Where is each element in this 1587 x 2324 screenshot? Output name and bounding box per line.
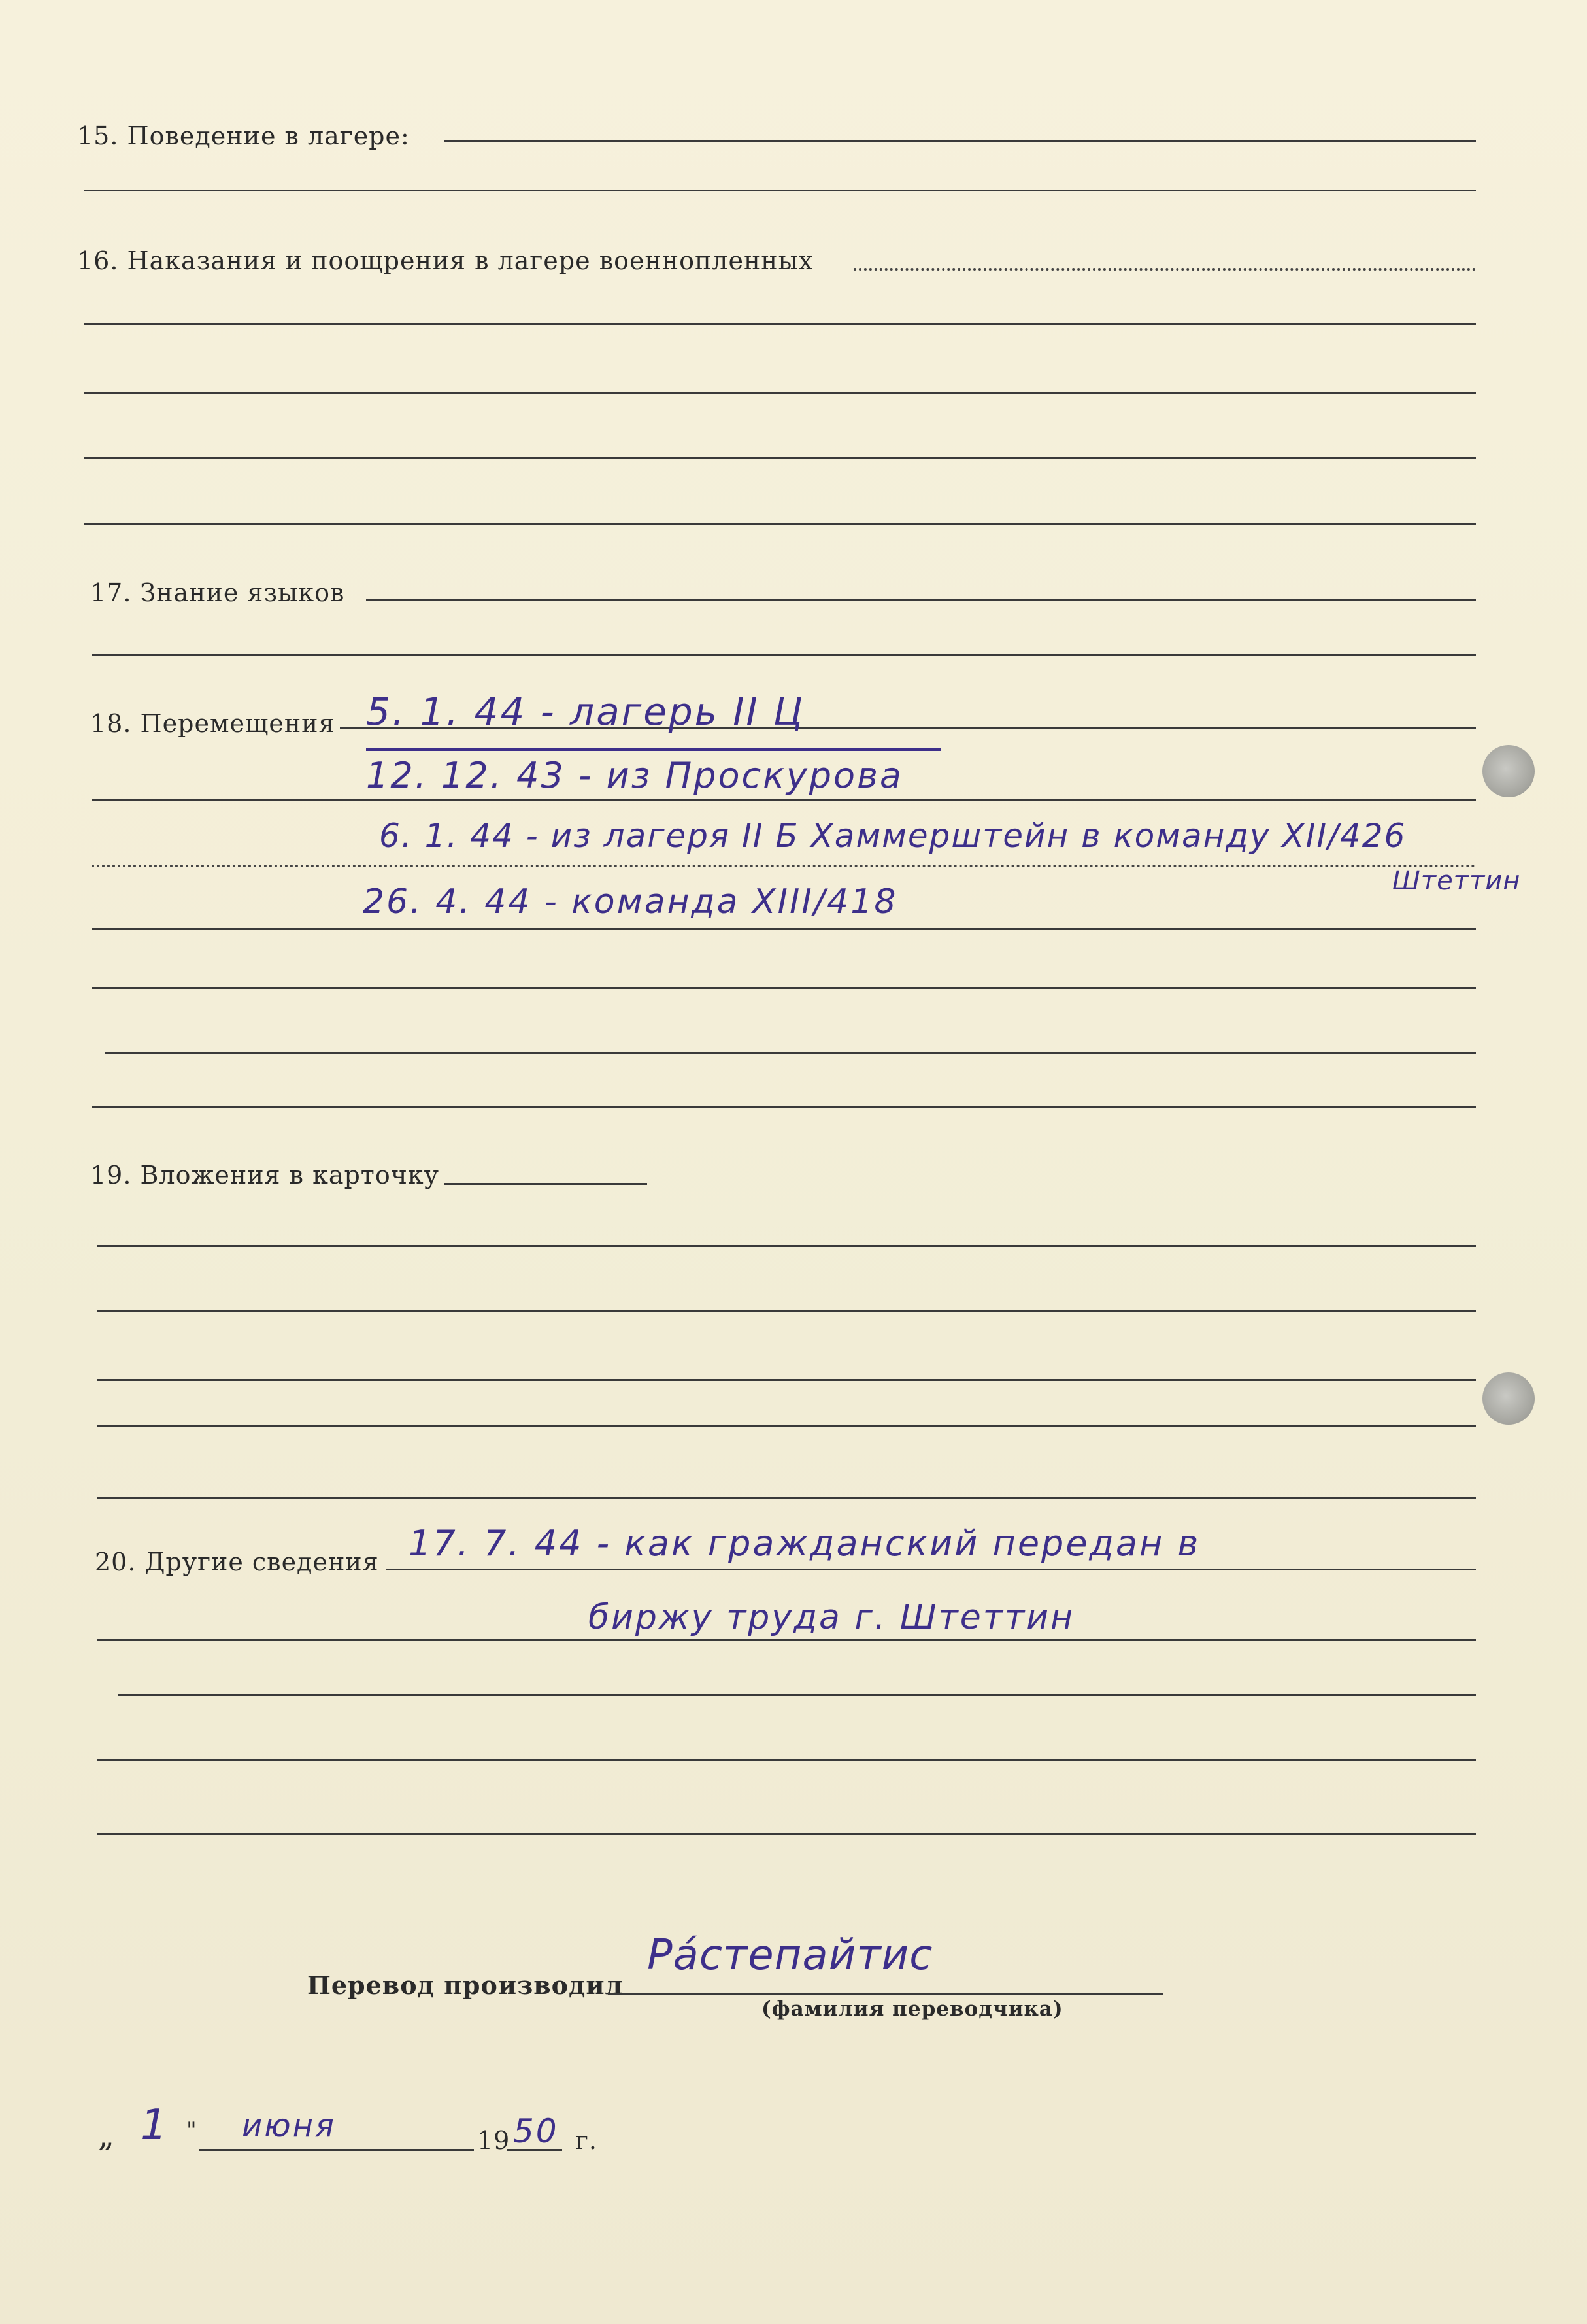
date-month: июня [242,2108,336,2144]
field-19-line-4 [97,1379,1476,1381]
field-18-line-4 [92,928,1476,930]
field-18-line-6 [105,1052,1476,1054]
field-16-line-4 [84,457,1476,459]
field-19-line-3 [97,1310,1476,1312]
punch-hole-bottom [1482,1372,1535,1425]
translator-line [608,1993,1163,1995]
movement-entry-4: 26. 4. 44 - команда XIII/418 [363,882,898,921]
date-month-line [199,2149,474,2151]
translator-label: Перевод производил [307,1970,624,2000]
date-year-suffix: 50 [513,2112,559,2150]
movement-entry-3b: Штеттин [1392,866,1521,896]
field-16-line-2 [84,323,1476,325]
translator-signature: Рáстепайтис [647,1931,933,1980]
field-20-line [386,1569,1476,1570]
field-20-line-3 [118,1694,1476,1696]
field-20-line-5 [97,1833,1476,1835]
other-info-line-1: 17. 7. 44 - как гражданский передан в [409,1523,1201,1564]
date-close-quote: " [186,2117,197,2144]
field-19-line-6 [97,1497,1476,1499]
field-19-line [444,1183,647,1185]
field-15-line-2 [84,190,1476,191]
field-19-label: 19. Вложения в карточку [90,1161,439,1189]
field-18-label: 18. Перемещения [90,709,335,738]
date-suffix: г. [575,2126,597,2155]
translator-caption: (фамилия переводчика) [761,1997,1063,2021]
field-17-label: 17. Знание языков [90,578,345,607]
field-20-line-4 [97,1759,1476,1761]
field-16-line [854,268,1476,271]
other-info-line-2: биржу труда г. Штеттин [588,1598,1075,1637]
field-20-label: 20. Другие сведения [95,1548,379,1576]
field-16-label: 16. Наказания и поощрения в лагере военнопленных [77,246,814,275]
field-19-line-5 [97,1425,1476,1427]
field-17-line-2 [92,654,1476,656]
field-15-label: 15. Поведение в лагере: [77,122,410,150]
date-year-prefix: 19 [477,2126,510,2155]
punch-hole-top [1482,745,1535,797]
field-19-line-2 [97,1245,1476,1247]
field-20-line-2 [97,1639,1476,1641]
movement-entry-2: 12. 12. 43 - из Проскурова [366,755,904,796]
movement-entry-1: 5. 1. 44 - лагерь II Ц [366,689,805,734]
field-16-line-5 [84,523,1476,525]
field-18-line-3 [92,865,1476,867]
field-15-line [444,140,1476,142]
field-18-line-5 [92,987,1476,989]
field-17-line [366,599,1476,601]
field-18-line-7 [92,1106,1476,1108]
field-18-line-2 [92,799,1476,801]
date-day: 1 [141,2101,169,2150]
movement-entry-3: 6. 1. 44 - из лагеря II Б Хаммерштейн в команду XII/426 [379,817,1407,855]
date-open-quote: „ [98,2117,115,2154]
movement-underline [366,748,941,751]
field-16-line-3 [84,392,1476,394]
